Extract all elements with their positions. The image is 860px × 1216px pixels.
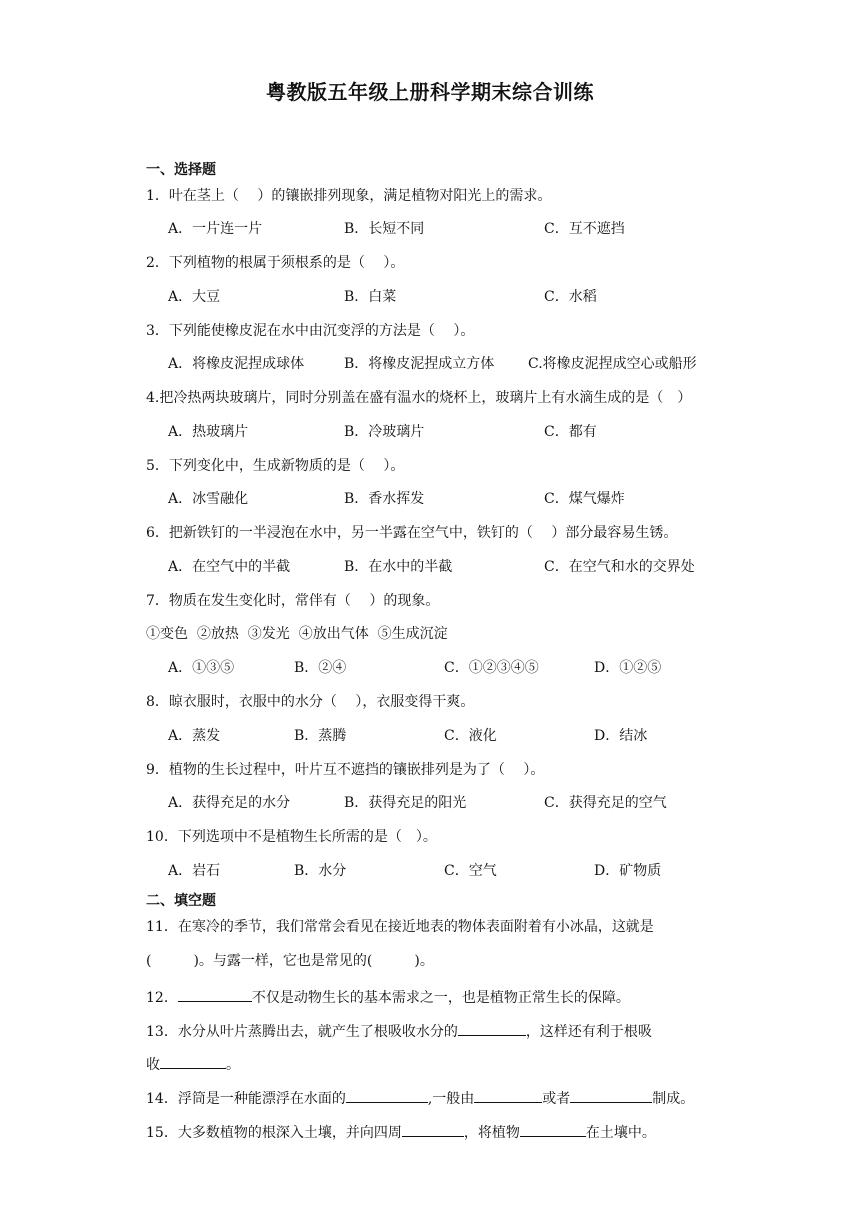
question-14-text-3: 或者 [542,1091,571,1107]
option-a: A．冰雪融化 [168,491,249,507]
option-b: B．香水挥发 [344,491,425,507]
option-a: A．获得充足的水分 [168,795,291,811]
option-c: C．获得充足的空气 [544,795,667,811]
option-c: C．空气 [444,863,497,879]
question-3: 3．下列能使橡皮泥在水中由沉变浮的方法是（ ）。 [146,323,475,339]
section-heading-fill: 二、填空题 [146,893,216,909]
option-a: A．岩石 [168,863,221,879]
question-15-text-2: ，将植物 [463,1125,520,1141]
option-b: B．将橡皮泥捏成立方体 [344,356,495,372]
option-c: C.将橡皮泥捏成空心或船形 [528,356,697,372]
answer-blank [570,1087,652,1103]
question-8: 8．晾衣服时，衣服中的水分（ ），衣服变得干爽。 [146,694,475,710]
option-b: B．冷玻璃片 [344,424,425,440]
question-13-line-2 [146,1053,240,1074]
answer-blank [160,1053,226,1069]
question-4: 4.把冷热两块玻璃片，同时分别盖在盛有温水的烧杯上，玻璃片上有水滴生成的是（ ） [146,390,692,406]
question-14-text-1: 14．浮筒是一种能漂浮在水面的 [146,1091,346,1107]
option-b: B．水分 [294,863,347,879]
option-a: A．将橡皮泥捏成球体 [168,356,305,372]
question-13-line-1 [146,1020,652,1041]
option-c: C．都有 [544,424,597,440]
question-7: 7．物质在发生变化时，常伴有（ ）的现象。 [146,593,440,609]
page-title: 粤教版五年级上册科学期末综合训练 [266,80,594,104]
answer-blank [458,1020,526,1036]
answer-blank [178,986,252,1002]
option-a: A．大豆 [168,289,221,305]
option-d: D．结冰 [594,728,648,744]
option-b: B．②④ [294,660,347,676]
question-10: 10．下列选项中不是植物生长所需的是（ ）。 [146,829,437,845]
option-b: B．在水中的半截 [344,559,453,575]
option-b: B．长短不同 [344,221,425,237]
question-1: 1．叶在茎上（ ）的镶嵌排列现象，满足植物对阳光上的需求。 [146,188,552,204]
question-6: 6．把新铁钉的一半浸泡在水中，另一半露在空气中，铁钉的（ ）部分最容易生锈。 [146,525,678,541]
question-9: 9．植物的生长过程中，叶片互不遮挡的镶嵌排列是为了（ ）。 [146,762,545,778]
question-15-text-3: 在土壤中。 [585,1125,656,1141]
question-14-text-4: 制成。 [652,1091,695,1107]
question-11-line-2: ( )。与露一样，它也是常见的( )。 [146,953,434,969]
option-a: A．热玻璃片 [168,424,249,440]
option-b: B．获得充足的阳光 [344,795,467,811]
answer-blank [402,1121,464,1137]
option-a: A．一片连一片 [168,221,263,237]
option-a: A．蒸发 [168,728,221,744]
option-c: C．煤气爆炸 [544,491,625,507]
option-c: C．水稻 [544,289,597,305]
question-11-line-1: 11．在寒冷的季节，我们常常会看见在接近地表的物体表面附着有小冰晶，这就是 [146,919,654,935]
question-13-text-4: 。 [226,1057,240,1073]
question-13-text-1: 13．水分从叶片蒸腾出去，就产生了根吸收水分的 [146,1024,458,1040]
option-b: B．白菜 [344,289,397,305]
option-c: C．液化 [444,728,497,744]
question-14 [146,1087,694,1108]
option-c: C．①②③④⑤ [444,660,539,676]
question-7-items: ①变色 ②放热 ③发光 ④放出气体 ⑤生成沉淀 [146,626,448,642]
option-a: A．①③⑤ [168,660,235,676]
question-12-text: 不仅是动物生长的基本需求之一，也是植物正常生长的保障。 [251,990,630,1006]
question-5: 5．下列变化中，生成新物质的是（ ）。 [146,458,405,474]
option-a: A．在空气中的半截 [168,559,291,575]
question-14-text-2: ,一般由 [427,1091,475,1107]
option-d: D．矿物质 [594,863,662,879]
answer-blank [346,1087,428,1103]
section-heading-choice: 一、选择题 [146,162,216,178]
option-c: C．在空气和水的交界处 [544,559,695,575]
question-12-number: 12． [146,990,178,1006]
answer-blank [520,1121,586,1137]
option-d: D．①②⑤ [594,660,662,676]
question-13-text-2: ，这样还有利于根吸 [525,1024,652,1040]
option-c: C．互不遮挡 [544,221,625,237]
question-15-text-1: 15．大多数植物的根深入土壤，并向四周 [146,1125,402,1141]
question-15 [146,1121,656,1142]
answer-blank [474,1087,542,1103]
option-b: B．蒸腾 [294,728,347,744]
question-2: 2．下列植物的根属于须根系的是（ ）。 [146,255,405,271]
question-13-text-3: 收 [146,1057,160,1073]
question-12 [146,986,630,1007]
